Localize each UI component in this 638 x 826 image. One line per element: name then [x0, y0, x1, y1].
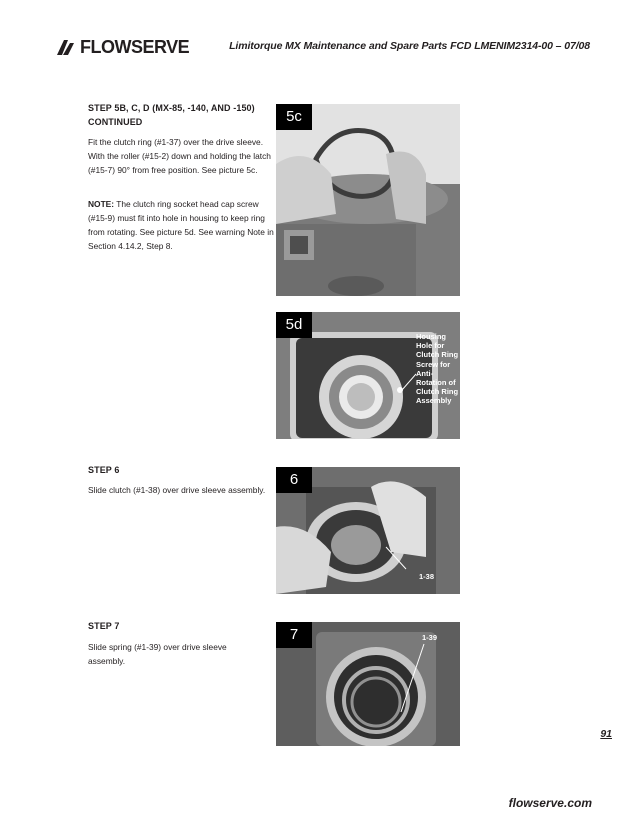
- step5b-heading-line1: STEP 5B, C, D (MX-85, -140, AND -150): [88, 103, 255, 113]
- callout-line: Clutch Ring: [416, 350, 459, 360]
- step7-text: Slide spring (#1-39) over drive sleeve assembly.: [88, 642, 227, 666]
- step5b-note: [88, 197, 274, 253]
- footer-url[interactable]: flowserve.com: [508, 796, 592, 810]
- callout-line: Housing: [416, 332, 446, 341]
- step7-heading: STEP 7: [88, 621, 120, 631]
- step6-text: Slide clutch (#1-38) over drive sleeve assembly.: [88, 485, 266, 495]
- step5b-heading: [88, 101, 255, 129]
- callout-line: Hole for: [416, 341, 445, 351]
- photo-5c-badge: 5c: [276, 104, 312, 130]
- page-number: 91: [600, 728, 612, 740]
- photo-5d-badge: 5d: [276, 312, 312, 338]
- brand-wordmark: FLOWSERVE: [80, 36, 190, 57]
- note-text: The clutch ring socket head cap screw (#15-9) must fit into hole in housing to keep ring from rotating. See picture 5d. See warning Note in Section 4.14.2, Step 8.: [88, 199, 274, 251]
- step5b-paragraph: Fit the clutch ring (#1-37) over the drive sleeve. With the roller (#15-2) down and holding the latch (#15-7) 90° from free position. See picture 5c.: [88, 137, 271, 175]
- photo-6-badge: 6: [276, 467, 312, 493]
- photo-7-badge: 7: [276, 622, 312, 648]
- photo-7-callout: 1-39: [422, 633, 438, 642]
- callout-line: Anti-: [416, 368, 434, 378]
- photo-5d-callout: [416, 332, 458, 406]
- photo-5c: [276, 104, 460, 296]
- callout-line: Screw for: [416, 359, 451, 369]
- callout-line: Assembly: [416, 396, 452, 406]
- flowserve-mark-icon: [56, 38, 78, 56]
- callout-line: Rotation of: [416, 378, 456, 388]
- callout-line: Clutch Ring: [416, 387, 459, 397]
- note-label: NOTE:: [88, 199, 115, 209]
- flowserve-logo: [56, 36, 189, 58]
- document-header-title: Limitorque MX Maintenance and Spare Parts FCD LMENIM2314-00 – 07/08: [229, 40, 590, 52]
- photo-6-callout: 1-38: [419, 572, 435, 581]
- step6-heading: STEP 6: [88, 465, 120, 475]
- step5b-heading-line2: CONTINUED: [88, 117, 143, 127]
